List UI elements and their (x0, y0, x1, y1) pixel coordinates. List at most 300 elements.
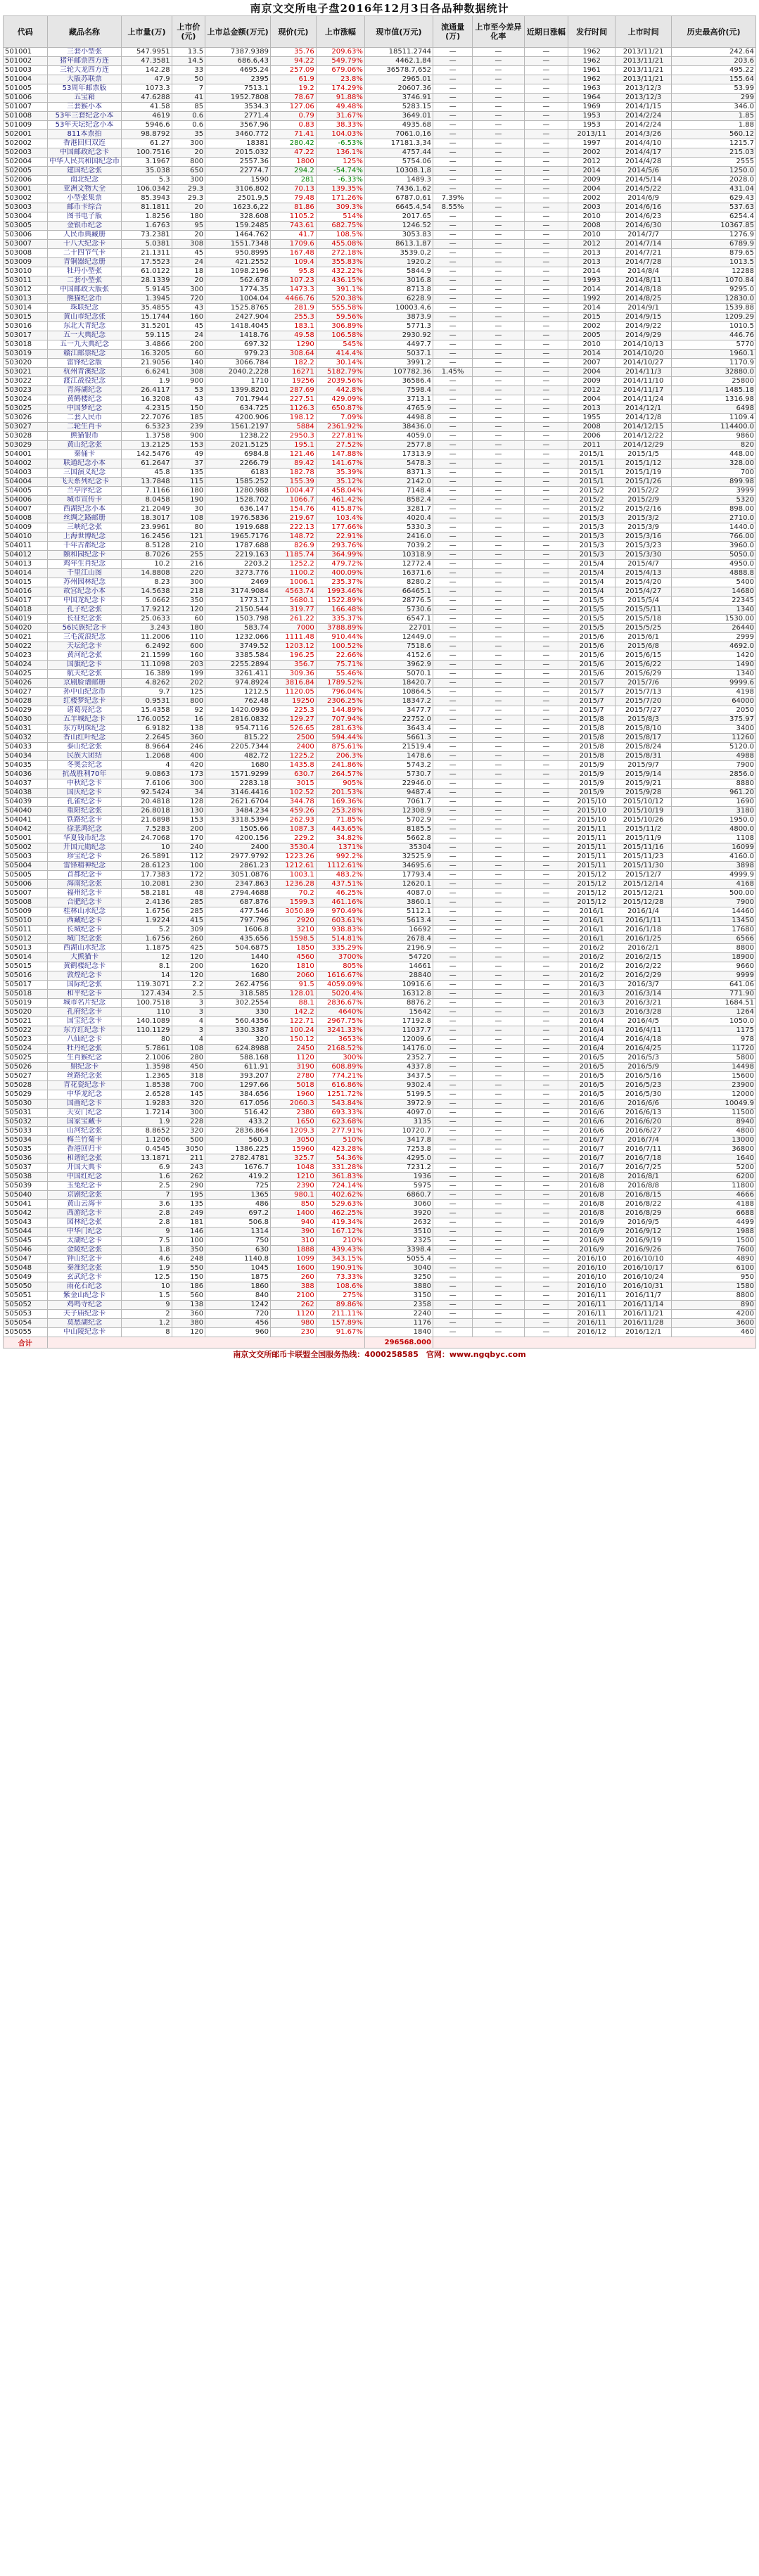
table-cell[interactable]: 三轮大龙四方连 (47, 66, 122, 75)
table-cell: — (524, 1282, 568, 1292)
table-cell[interactable]: 二十四节气卡 (47, 249, 122, 258)
table-cell[interactable]: 鸡年生肖纪念 (47, 560, 122, 569)
table-cell: 2014/12/15 (616, 423, 672, 432)
table-cell[interactable]: 秦淮纪念张 (47, 1264, 122, 1273)
table-cell: 3261.411 (205, 670, 271, 679)
table-cell: 2014/12/22 (616, 432, 672, 441)
table-cell: — (524, 770, 568, 779)
table-cell: 2 (122, 1310, 172, 1319)
table-cell[interactable]: 亚洲文物大全 (47, 185, 122, 194)
table-cell[interactable]: 53年三套纪念小本 (47, 112, 122, 121)
table-cell[interactable]: 香港回归卡 (47, 1145, 122, 1154)
table-cell: 1936 (364, 1173, 433, 1182)
table-cell[interactable]: 兰亭序纪念 (47, 487, 122, 496)
table-cell: — (524, 340, 568, 350)
table-cell: 433.2 (205, 1118, 271, 1127)
table-cell: — (473, 661, 524, 670)
table-cell: — (524, 633, 568, 642)
table-cell[interactable]: 紫金山纪念卡 (47, 1292, 122, 1301)
table-cell[interactable]: 国庆纪念卡 (47, 789, 122, 798)
table-cell[interactable]: 山河纪念张 (47, 1127, 122, 1136)
table-cell[interactable]: 梅兰竹菊卡 (47, 1136, 122, 1145)
table-cell[interactable]: 牡丹纪念张 (47, 1045, 122, 1054)
table-cell: 502002 (4, 139, 48, 148)
table-cell: 388 (271, 1282, 317, 1292)
table-cell: 3999 (672, 487, 756, 496)
table-cell: — (433, 514, 473, 523)
table-cell: — (473, 880, 524, 889)
table-cell: 611.91 (205, 1063, 271, 1072)
table-cell: 125 (172, 688, 205, 697)
table-cell[interactable]: 东方红纪念卡 (47, 1026, 122, 1035)
table-cell: — (524, 1081, 568, 1090)
table-cell[interactable]: 人民币典藏册 (47, 231, 122, 240)
table-cell: 8.9664 (122, 743, 172, 752)
table-cell: 1.2365 (122, 1072, 172, 1081)
table-cell[interactable]: 三国演义纪念 (47, 468, 122, 478)
table-cell: 6860.7 (364, 1191, 433, 1200)
table-cell[interactable]: 国画纪念卡 (47, 1099, 122, 1109)
table-cell[interactable]: 国旗纪念卡 (47, 661, 122, 670)
table-cell: 350 (172, 597, 205, 606)
table-cell[interactable]: 中秋纪念卡 (47, 779, 122, 789)
table-cell[interactable]: 丝路纪念张 (47, 1072, 122, 1081)
table-cell[interactable]: 京剧纪念张 (47, 1191, 122, 1200)
table-cell: 16099 (672, 843, 756, 853)
table-cell: 617.056 (205, 1099, 271, 1109)
table-cell: 4 (122, 761, 172, 770)
table-cell: — (473, 816, 524, 825)
table-cell[interactable]: 联通纪念小本 (47, 459, 122, 468)
table-cell[interactable]: 长征纪念张 (47, 615, 122, 624)
table-cell: 2014/12/8 (616, 414, 672, 423)
table-cell: — (473, 1264, 524, 1273)
table-cell: — (433, 1008, 473, 1017)
table-row (4, 505, 756, 514)
table-cell: 285 (172, 898, 205, 907)
table-cell[interactable]: 邮币卡综合 (47, 203, 122, 212)
table-cell: — (433, 715, 473, 725)
table-cell[interactable]: 金银币纪念 (47, 222, 122, 231)
table-cell[interactable]: 故宫纪念小本 (47, 587, 122, 597)
table-cell[interactable]: 长城纪念卡 (47, 926, 122, 935)
table-cell[interactable]: 五一九大典纪念 (47, 340, 122, 350)
table-cell[interactable]: 三毛流浪纪念 (47, 633, 122, 642)
table-cell: 142.28 (122, 66, 172, 75)
table-cell[interactable]: 丝绸之路邮册 (47, 514, 122, 523)
table-row (4, 533, 756, 542)
table-cell: 2016/2 (568, 971, 616, 981)
table-cell[interactable]: 大熊猫卡 (47, 953, 122, 962)
table-cell[interactable]: 园林纪念张 (47, 1218, 122, 1228)
table-cell[interactable]: 天安门纪念 (47, 1109, 122, 1118)
table-cell[interactable]: 黄山市纪念张 (47, 313, 122, 322)
table-cell[interactable]: 京剧脸谱邮册 (47, 679, 122, 688)
table-cell: — (473, 1163, 524, 1173)
table-cell[interactable]: 鼎纪念卡 (47, 1063, 122, 1072)
table-cell: -6.33% (316, 176, 364, 185)
table-row (4, 715, 756, 725)
table-cell[interactable]: 金陵纪念张 (47, 1246, 122, 1255)
table-cell[interactable]: 青花瓷纪念卡 (47, 1081, 122, 1090)
table-cell: 2015/6 (568, 633, 616, 642)
table-cell[interactable]: 三套小型张 (47, 48, 122, 57)
table-cell: 4497.7 (364, 340, 433, 350)
table-cell: 2780 (271, 1072, 317, 1081)
table-cell: 121.46 (271, 450, 317, 459)
table-cell[interactable]: 莫愁湖纪念 (47, 1319, 122, 1328)
table-cell: 796.04% (316, 688, 364, 697)
table-cell[interactable]: 民族大团结 (47, 752, 122, 761)
table-cell[interactable]: 孙中山纪念币 (47, 688, 122, 697)
table-cell: 49 (172, 450, 205, 459)
table-cell: 2016/3/28 (616, 1008, 672, 1017)
table-cell[interactable]: 天坛纪念卡 (47, 642, 122, 651)
table-cell: 91.88% (316, 94, 364, 103)
table-cell: — (473, 789, 524, 798)
table-cell[interactable]: 53年天坛纪念小本 (47, 121, 122, 130)
table-cell[interactable]: 图书电子版 (47, 212, 122, 222)
table-cell[interactable]: 八仙纪念卡 (47, 1035, 122, 1045)
table-cell[interactable]: 鸡鸣寺纪念 (47, 1301, 122, 1310)
table-cell[interactable]: 五宝箱 (47, 94, 122, 103)
table-cell: 172 (172, 871, 205, 880)
table-cell[interactable]: 十八大纪念卡 (47, 240, 122, 249)
table-cell[interactable]: 夫子庙纪念卡 (47, 1310, 122, 1319)
table-cell[interactable]: 中国邮政纪念卡 (47, 148, 122, 158)
table-cell[interactable]: 中华龙纪念 (47, 1090, 122, 1099)
table-cell: 100 (172, 1237, 205, 1246)
table-cell: 2012 (568, 158, 616, 167)
table-cell[interactable]: 华夏钱币纪念 (47, 834, 122, 843)
table-cell: 91.67% (316, 1328, 364, 1337)
table-cell[interactable]: 珠联纪念 (47, 304, 122, 313)
table-cell: 294.2 (271, 167, 317, 176)
table-cell: — (433, 889, 473, 898)
table-cell: — (473, 706, 524, 715)
table-cell: 1223.26 (271, 853, 317, 862)
table-cell[interactable]: 猪年邮票四方连 (47, 57, 122, 66)
table-cell[interactable]: 苏州园林纪念 (47, 578, 122, 587)
table-cell: 1919.688 (205, 523, 271, 533)
table-cell: — (524, 322, 568, 331)
table-cell: — (433, 459, 473, 468)
table-cell: 8.5128 (122, 542, 172, 551)
table-cell[interactable]: 中华门纪念 (47, 1228, 122, 1237)
table-cell: 2016/9/5 (616, 1218, 672, 1228)
table-cell: — (524, 761, 568, 770)
table-cell: 2501.9,5 (205, 194, 271, 203)
table-row (4, 1228, 756, 1237)
table-cell: 2016/10 (568, 1255, 616, 1264)
table-cell: — (473, 651, 524, 661)
table-cell[interactable]: 中国龙纪念卡 (47, 597, 122, 606)
table-cell[interactable]: 赣江邮票纪念 (47, 350, 122, 359)
table-cell: 180 (172, 487, 205, 496)
table-cell[interactable]: 国家宝藏卡 (47, 1118, 122, 1127)
table-cell: 92 (172, 706, 205, 715)
table-cell: 2.8 (122, 1209, 172, 1218)
table-cell[interactable]: 雨花石纪念 (47, 1282, 122, 1292)
table-cell: 243 (172, 1163, 205, 1173)
table-cell[interactable]: 香港回归双连 (47, 139, 122, 148)
table-cell: 85.3943 (122, 194, 172, 203)
table-cell[interactable]: 城市宣传卡 (47, 496, 122, 505)
table-cell[interactable]: 开国元勋纪念 (47, 843, 122, 853)
table-cell: 2015/2 (568, 487, 616, 496)
table-cell: — (433, 816, 473, 825)
table-cell: 246 (172, 743, 205, 752)
table-cell[interactable]: 青海湖纪念 (47, 386, 122, 395)
table-cell[interactable]: 颐和园纪念卡 (47, 551, 122, 560)
table-cell: 940 (271, 1218, 317, 1228)
table-cell[interactable]: 开国大典卡 (47, 1163, 122, 1173)
table-cell: 2427.904 (205, 313, 271, 322)
table-cell[interactable]: 徐悲鸿纪念 (47, 825, 122, 834)
table-cell: — (524, 569, 568, 578)
table-cell: 2016/4/25 (616, 1045, 672, 1054)
table-cell: 34695.6 (364, 862, 433, 871)
table-row (4, 843, 756, 853)
table-cell: 505049 (4, 1273, 48, 1282)
table-cell[interactable]: 南北纪念 (47, 176, 122, 185)
table-cell: 155.64 (672, 75, 756, 84)
table-cell: 2016/7 (568, 1154, 616, 1163)
table-cell[interactable]: 泰山纪念张 (47, 743, 122, 752)
table-cell: 1013.5 (672, 258, 756, 267)
table-cell[interactable]: 西藏纪念卡 (47, 917, 122, 926)
table-cell[interactable]: 黄山云海卡 (47, 1200, 122, 1209)
table-cell[interactable]: 五一大典纪念 (47, 331, 122, 340)
table-cell[interactable]: 首都纪念卡 (47, 871, 122, 880)
table-cell: 1.88 (672, 121, 756, 130)
table-cell: — (524, 1200, 568, 1209)
table-cell: 281.9 (271, 304, 317, 313)
table-cell: 2.1006 (122, 1054, 172, 1063)
table-cell: 431.04 (672, 185, 756, 194)
table-cell: — (473, 1054, 524, 1063)
table-cell: — (524, 350, 568, 359)
table-cell[interactable]: 西湖纪念小本 (47, 505, 122, 514)
table-cell[interactable]: 生肖猴纪念 (47, 1054, 122, 1063)
table-cell: 504016 (4, 587, 48, 597)
table-cell: 2016/11 (568, 1301, 616, 1310)
table-cell: 114400.0 (672, 423, 756, 432)
table-cell: 503007 (4, 240, 48, 249)
table-cell[interactable]: 铁路纪念卡 (47, 816, 122, 825)
table-cell[interactable]: 城市名片纪念 (47, 999, 122, 1008)
table-cell[interactable]: 雷锋精神纪念 (47, 862, 122, 871)
table-cell: 10308.1,8 (364, 167, 433, 176)
table-row (4, 322, 756, 331)
table-cell[interactable]: 黄鹤楼纪念 (47, 395, 122, 404)
table-cell: 17.7383 (122, 871, 172, 880)
table-cell[interactable]: 红楼梦纪念卡 (47, 697, 122, 706)
table-cell[interactable]: 大版苏联票 (47, 75, 122, 84)
table-cell[interactable]: 福州纪念卡 (47, 889, 122, 898)
table-cell: 1.1875 (122, 944, 172, 953)
table-cell[interactable]: 太湖纪念卡 (47, 1237, 122, 1246)
table-cell[interactable]: 千里江山图 (47, 569, 122, 578)
table-cell: 2014/9/29 (616, 331, 672, 340)
table-cell[interactable]: 千年古都纪念 (47, 542, 122, 551)
table-cell[interactable]: 811本票拍 (47, 130, 122, 139)
table-cell: 1992 (568, 295, 616, 304)
table-cell: 2016/8/8 (616, 1182, 672, 1191)
table-cell[interactable]: 小型张集票 (47, 194, 122, 203)
table-cell: 216 (172, 560, 205, 569)
table-cell[interactable]: 二轮生肖卡 (47, 423, 122, 432)
table-cell: — (433, 825, 473, 834)
table-cell: 4087.0 (364, 889, 433, 898)
table-cell[interactable]: 敦煌纪念卡 (47, 971, 122, 981)
table-cell: 2861.23 (205, 862, 271, 871)
table-cell[interactable]: 中华人民共和国纪念币 (47, 158, 122, 167)
table-cell: 182.78 (271, 468, 317, 478)
table-cell[interactable]: 黄鹤楼纪念卡 (47, 962, 122, 971)
table-cell: 2500 (271, 734, 317, 743)
table-cell: 120 (172, 953, 205, 962)
table-cell[interactable]: 和谐纪念张 (47, 1154, 122, 1163)
table-cell: 2010 (568, 340, 616, 350)
table-cell: 701.7944 (205, 395, 271, 404)
table-row (4, 1264, 756, 1273)
table-cell: 200 (172, 962, 205, 971)
table-cell: 2.4136 (122, 898, 172, 907)
table-cell: 4666 (672, 1191, 756, 1200)
table-cell: 13.1871 (122, 1154, 172, 1163)
table-cell: 505052 (4, 1301, 48, 1310)
table-cell: 505045 (4, 1237, 48, 1246)
table-cell[interactable]: 抗战胜利70年 (47, 770, 122, 779)
table-cell[interactable]: 国际纪念张 (47, 981, 122, 990)
table-cell[interactable]: 桂林山水纪念 (47, 907, 122, 917)
table-cell: 220 (172, 569, 205, 578)
table-cell[interactable]: 诸葛亮纪念 (47, 706, 122, 715)
table-cell: 6183 (205, 468, 271, 478)
table-cell: 36800 (672, 1145, 756, 1154)
table-cell[interactable]: 玉兔纪念卡 (47, 1182, 122, 1191)
table-cell: 1126.3 (271, 404, 317, 414)
table-cell: 2.6528 (122, 1090, 172, 1099)
table-cell[interactable]: 中国梦纪念 (47, 404, 122, 414)
table-cell[interactable]: 东方明珠纪念 (47, 725, 122, 734)
table-cell[interactable]: 黄河纪念张 (47, 651, 122, 661)
table-cell: 2015/9/28 (616, 789, 672, 798)
table-cell[interactable]: 钟山纪念卡 (47, 1255, 122, 1264)
table-cell[interactable]: 东北大青纪念 (47, 322, 122, 331)
table-cell: 1773.17 (205, 597, 271, 606)
table-cell: 750 (205, 1237, 271, 1246)
table-cell[interactable]: 三套猴小本 (47, 103, 122, 112)
table-cell: 2040.2,228 (205, 368, 271, 377)
table-cell[interactable]: 香山红叶纪念 (47, 734, 122, 743)
table-cell: — (524, 1182, 568, 1191)
table-cell: — (524, 953, 568, 962)
table-cell[interactable]: 孔子纪念张 (47, 606, 122, 615)
table-cell: 550 (172, 1264, 205, 1273)
table-cell[interactable]: 五羊城纪念卡 (47, 715, 122, 725)
table-cell[interactable]: 秦俑卡 (47, 450, 122, 459)
table-cell: 2016/1 (568, 926, 616, 935)
table-cell: 3788.89% (316, 624, 364, 633)
table-cell[interactable]: 二套小型张 (47, 276, 122, 286)
table-cell[interactable]: 珍宝纪念卡 (47, 853, 122, 862)
table-cell[interactable]: 和平纪念卡 (47, 990, 122, 999)
table-cell[interactable]: 中国红纪念 (47, 1173, 122, 1182)
table-cell: — (473, 542, 524, 551)
table-cell[interactable]: 孔府纪念卡 (47, 1008, 122, 1017)
table-cell: 1505.66 (205, 825, 271, 834)
table-cell: 309.3% (316, 203, 364, 212)
table-cell[interactable]: 青铜器纪念册 (47, 258, 122, 267)
table-cell[interactable]: 熊猫纪念币 (47, 295, 122, 304)
table-cell[interactable]: 中国邮政大版张 (47, 286, 122, 295)
table-cell[interactable]: 航天纪念张 (47, 670, 122, 679)
table-cell[interactable]: 雷锋纪念版 (47, 359, 122, 368)
table-row (4, 569, 756, 578)
table-cell: — (524, 222, 568, 231)
table-cell: — (433, 1017, 473, 1026)
table-cell: 2015/8/10 (616, 725, 672, 734)
table-cell[interactable]: 国宝纪念卡 (47, 1017, 122, 1026)
table-cell[interactable]: 上海世博纪念 (47, 533, 122, 542)
table-cell[interactable]: 二套人民币 (47, 414, 122, 423)
table-cell[interactable]: 杭州青溪纪念 (47, 368, 122, 377)
table-cell[interactable]: 玄武纪念卡 (47, 1273, 122, 1282)
table-cell[interactable]: 冬奥会纪念 (47, 761, 122, 770)
table-cell[interactable]: 中山陵纪念卡 (47, 1328, 122, 1337)
table-cell[interactable]: 飞天系列纪念卡 (47, 478, 122, 487)
table-cell[interactable]: 重阳纪念张 (47, 807, 122, 816)
table-cell[interactable]: 建国纪念张 (47, 167, 122, 176)
table-cell[interactable]: 53周年邮票版 (47, 84, 122, 94)
table-cell: 2013/12/3 (616, 84, 672, 94)
table-cell: 1709.6 (271, 240, 317, 249)
table-cell: 150 (172, 1273, 205, 1282)
table-cell[interactable]: 三峡纪念张 (47, 523, 122, 533)
table-cell: 2930.92 (364, 331, 433, 340)
table-cell[interactable]: 城门纪念张 (47, 935, 122, 944)
table-cell[interactable]: 56民族纪念卡 (47, 624, 122, 633)
table-cell: 7000 (271, 624, 317, 633)
table-cell[interactable]: 熊猫银币 (47, 432, 122, 441)
table-cell[interactable]: 黄山纪念张 (47, 441, 122, 450)
table-cell[interactable]: 牡丹小型张 (47, 267, 122, 276)
table-cell: 112 (172, 853, 205, 862)
table-cell: 3250 (364, 1273, 433, 1282)
table-cell: 4988 (672, 752, 756, 761)
table-cell: 2016/9 (568, 1246, 616, 1255)
table-cell[interactable]: 西湖山水纪念 (47, 944, 122, 953)
table-cell[interactable]: 合肥纪念卡 (47, 898, 122, 907)
table-cell: 45 (172, 322, 205, 331)
table-cell[interactable]: 孔雀纪念卡 (47, 798, 122, 807)
table-cell: 505002 (4, 843, 48, 853)
table-cell[interactable]: 西游纪念卡 (47, 1209, 122, 1218)
table-cell: 5.0381 (122, 240, 172, 249)
table-cell: 91.5 (271, 981, 317, 990)
table-row (4, 1090, 756, 1099)
table-cell: 2015/5 (568, 624, 616, 633)
table-cell: 501009 (4, 121, 48, 130)
table-cell[interactable]: 海南纪念张 (47, 880, 122, 889)
table-cell: 1004.04 (205, 295, 271, 304)
table-cell: 2016/11 (568, 1292, 616, 1301)
table-cell: — (524, 606, 568, 615)
table-cell: 230 (172, 880, 205, 889)
table-cell[interactable]: 渡江战役纪念 (47, 377, 122, 386)
